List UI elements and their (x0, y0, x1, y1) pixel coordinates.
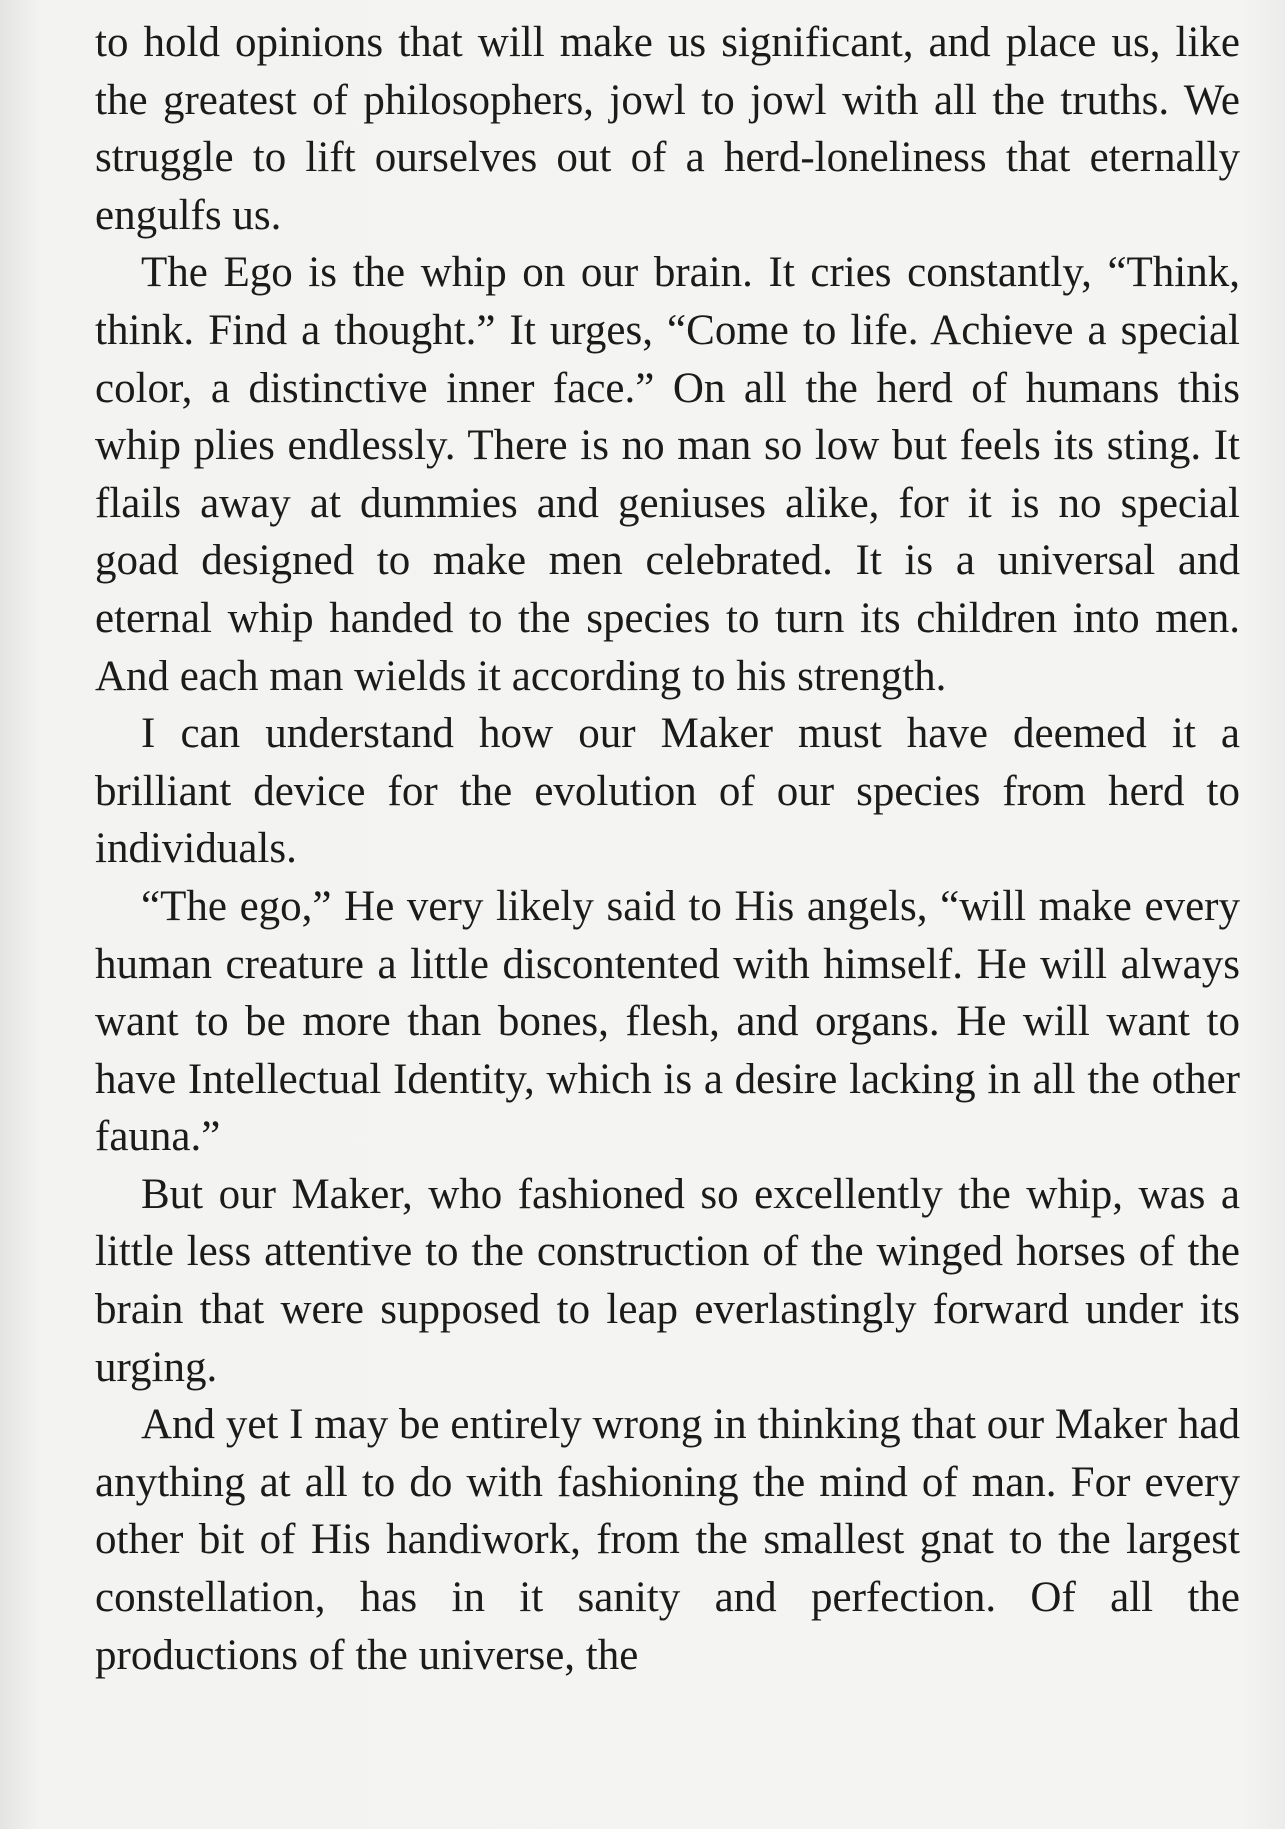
paragraph-ego-quote: “The ego,” He very likely said to His angels, “will make every human creature a little discontented with himself. He will always want to be more than bones, flesh, and organs. He will want to have Intellectual Identity, which is a desire lacking in all the other fauna.” (95, 882, 1240, 1161)
paragraph-ego-whip: The Ego is the whip on our brain. It cries constantly, “Think, think. Find a thought.” It urges, “Come to life. Achieve a special color, a distinctive inner face.” On all the herd of humans this whip plies endlessly. There is no man so low but feels its sting. It flails away at dummies and geniuses alike, for it is no special goad designed to make men celebrated. It is a universal and eternal whip handed to the species to turn its children into men. And each man wields it according to his strength. (95, 249, 1240, 700)
paragraph-winged-horses: But our Maker, who fashioned so excellently the whip, was a little less attentive to the construction of the winged horses of the brain that were supposed to leap everlastingly forward under its urging. (95, 1170, 1240, 1391)
paragraph-continued: to hold opinions that will make us significant, and place us, like the greatest of philosophers, jowl to jowl with all the truths. We struggle to lift ourselves out of a herd-loneliness that eternally engulfs us. (95, 19, 1240, 239)
body-text (95, 14, 1240, 1684)
paragraph-maker-device: I can understand how our Maker must have deemed it a brilliant device for the evolution of our species from herd to individuals. (95, 710, 1240, 873)
paragraph-mind-of-man: And yet I may be entirely wrong in thinking that our Maker had anything at all to do with fashioning the mind of man. For every other bit of His handiwork, from the smallest gnat to the largest constellation, has in it sanity and perfection. Of all the productions of the universe, the (95, 1401, 1240, 1679)
